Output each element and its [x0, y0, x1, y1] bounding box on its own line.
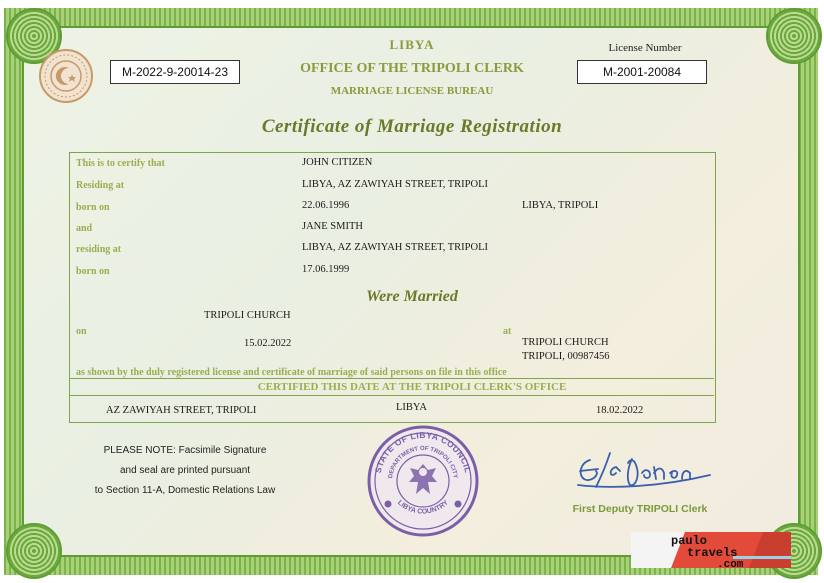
corner-rosette-icon — [6, 523, 62, 579]
on-label: on — [76, 326, 87, 337]
person2-birth-date: 17.06.1999 — [302, 264, 350, 275]
paulo-travels-watermark — [613, 530, 793, 570]
watermark-line-2: travels — [687, 546, 738, 560]
certification-country: LIBYA — [396, 402, 427, 413]
marriage-venue-detail: TRIPOLI, 00987456 — [522, 351, 610, 362]
seal-ring-bottom: LIBYA COUNTRY — [396, 499, 450, 516]
divider-line — [70, 378, 714, 379]
person1-residence: LIBYA, AZ ZAWIYAH STREET, TRIPOLI — [302, 179, 489, 190]
certification-date: 18.02.2022 — [596, 405, 644, 416]
person1-birth-place: LIBYA, TRIPOLI — [522, 200, 599, 211]
corner-rosette-icon — [766, 8, 822, 64]
header-bureau: MARRIAGE LICENSE BUREAU — [330, 85, 494, 97]
signature-image — [570, 445, 720, 495]
note-line-2: and seal are printed pursuant — [119, 465, 251, 476]
marriage-venue: TRIPOLI CHURCH — [522, 337, 609, 348]
seal-ring-top: STATE OF LIBYA COUNCIL — [372, 429, 474, 475]
certified-heading: CERTIFIED THIS DATE AT THE TRIPOLI CLERK'S OFFICE — [257, 381, 567, 393]
marriage-place-top: TRIPOLI CHURCH — [204, 310, 291, 321]
clerk-title: First Deputy TRIPOLI Clerk — [572, 503, 708, 515]
person1-name: JOHN CITIZEN — [302, 157, 373, 168]
certify-label: This is to certify that — [76, 158, 165, 169]
residing1-label: Residing at — [76, 180, 125, 191]
note-line-3: to Section 11-A, Domestic Relations Law — [94, 485, 276, 496]
at-label: at — [503, 326, 512, 337]
note-line-1: PLEASE NOTE: Facsimile Signature — [103, 445, 267, 456]
were-married-heading: Were Married — [366, 288, 458, 305]
watermark-line-3: .com — [717, 559, 744, 570]
person1-birth-date: 22.06.1996 — [302, 200, 350, 211]
residing2-label: residing at — [76, 244, 122, 255]
license-number-label: License Number — [608, 42, 682, 54]
watermark-line-1: paulo — [671, 534, 708, 548]
person2-name: JANE SMITH — [302, 221, 363, 232]
reference-number-field: M-2022-9-20014-23 — [110, 60, 240, 84]
header-country: LIBYA — [389, 37, 435, 52]
and-label: and — [76, 223, 93, 234]
certificate-title: Certificate of Marriage Registration — [261, 116, 563, 137]
marriage-date: 15.02.2022 — [244, 338, 292, 349]
certification-address: AZ ZAWIYAH STREET, TRIPOLI — [106, 405, 257, 416]
shown-by-text: as shown by the duly registered license and certificate of marriage of said persons on file in this office — [76, 367, 507, 378]
header-office: OFFICE OF THE TRIPOLI CLERK — [300, 61, 524, 76]
license-number-field: M-2001-20084 — [577, 60, 707, 84]
council-seal-icon — [366, 424, 480, 538]
person2-residence: LIBYA, AZ ZAWIYAH STREET, TRIPOLI — [302, 242, 489, 253]
born1-label: born on — [76, 202, 110, 213]
born2-label: born on — [76, 266, 110, 277]
seal-ring-inner: DEPARTMENT OF TRIPOLI CITY — [388, 445, 458, 479]
divider-line — [70, 395, 714, 396]
